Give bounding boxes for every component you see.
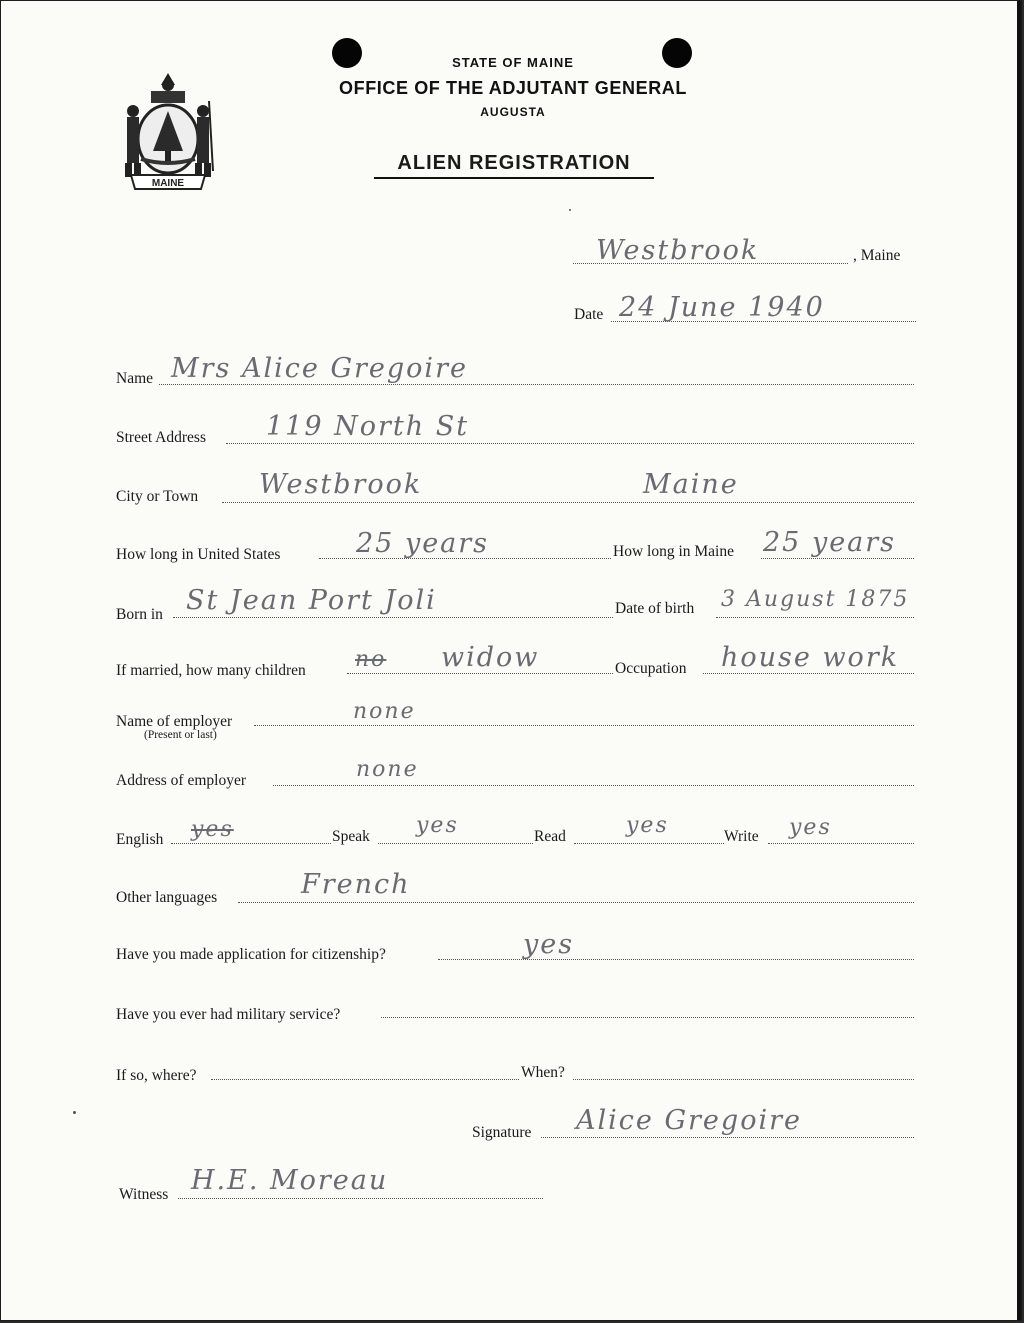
where-label: If so, where? (116, 1067, 197, 1084)
signature-label: Signature (472, 1124, 532, 1141)
military-label: Have you ever had military service? (116, 1006, 341, 1023)
speak-label: Speak (332, 828, 370, 845)
speak-value: yes (416, 813, 459, 838)
date-of-birth-value: 3 August 1875 (721, 587, 910, 612)
name-value: Mrs Alice Gregoire (171, 353, 468, 384)
employer-line (254, 725, 914, 726)
citizenship-line (438, 959, 914, 960)
how-long-maine-line (761, 558, 914, 559)
signature-line (541, 1137, 914, 1138)
employer-sub-label: (Present or last) (144, 729, 217, 741)
city-heading: AUGUSTA (480, 105, 546, 119)
how-long-us-value: 25 years (356, 528, 490, 559)
town-suffix: , Maine (853, 247, 901, 264)
how-long-maine-label: How long in Maine (613, 543, 734, 560)
seal-text: MAINE (151, 178, 185, 189)
other-languages-value: French (301, 869, 411, 900)
city-state-value: Maine (643, 469, 739, 500)
married-label: If married, how many children (116, 662, 306, 679)
where-line (211, 1079, 519, 1080)
married-crossed-value: no (355, 647, 387, 672)
read-line (574, 843, 724, 844)
english-crossed-value: yes (191, 817, 234, 842)
other-languages-label: Other languages (116, 889, 218, 906)
witness-line (178, 1198, 543, 1199)
city-value: Westbrook (259, 469, 423, 500)
form-title: ALIEN REGISTRATION (374, 152, 654, 179)
when-line (573, 1079, 914, 1080)
employer-address-line (273, 785, 914, 786)
employer-label: Name of employer (116, 713, 233, 730)
born-in-value: St Jean Port Joli (186, 585, 437, 616)
citizenship-label: Have you made application for citizenship? (116, 946, 386, 963)
write-value: yes (789, 815, 832, 840)
scan-speck (569, 209, 571, 211)
city-label: City or Town (116, 488, 199, 505)
name-line (159, 384, 914, 385)
street-label: Street Address (116, 429, 206, 446)
born-in-label: Born in (116, 606, 163, 623)
read-value: yes (626, 813, 669, 838)
write-line (768, 843, 914, 844)
signature-value: Alice Gregoire (576, 1105, 802, 1136)
town-value: Westbrook (596, 235, 760, 266)
employer-address-value: none (356, 757, 419, 782)
how-long-maine-value: 25 years (763, 527, 897, 558)
english-line (171, 843, 331, 844)
scan-speck (73, 1111, 76, 1114)
born-in-line (173, 617, 613, 618)
street-value: 119 North St (266, 411, 470, 442)
city-line (222, 502, 914, 503)
when-label: When? (521, 1064, 565, 1081)
scan-edge (1017, 1, 1021, 1320)
witness-value: H.E. Moreau (191, 1165, 389, 1196)
date-of-birth-line (716, 617, 914, 618)
witness-label: Witness (119, 1186, 169, 1203)
date-label: Date (574, 306, 604, 323)
occupation-label: Occupation (615, 660, 687, 677)
married-value: widow (441, 642, 540, 673)
street-line (226, 443, 914, 444)
name-label: Name (116, 370, 154, 387)
speak-line (378, 843, 533, 844)
english-label: English (116, 831, 164, 848)
occupation-line (703, 673, 914, 674)
how-long-us-label: How long in United States (116, 546, 281, 563)
date-of-birth-label: Date of birth (615, 600, 695, 617)
citizenship-value: yes (523, 929, 575, 960)
married-line (347, 673, 613, 674)
date-value: 24 June 1940 (619, 292, 825, 323)
write-label: Write (724, 828, 759, 845)
military-line (381, 1017, 914, 1018)
occupation-value: house work (721, 642, 900, 673)
office-heading: OFFICE OF THE ADJUTANT GENERAL (339, 78, 687, 98)
read-label: Read (534, 828, 566, 845)
state-heading: STATE OF MAINE (452, 55, 574, 70)
employer-value: none (353, 699, 416, 724)
other-languages-line (238, 902, 914, 903)
employer-address-label: Address of employer (116, 772, 246, 789)
